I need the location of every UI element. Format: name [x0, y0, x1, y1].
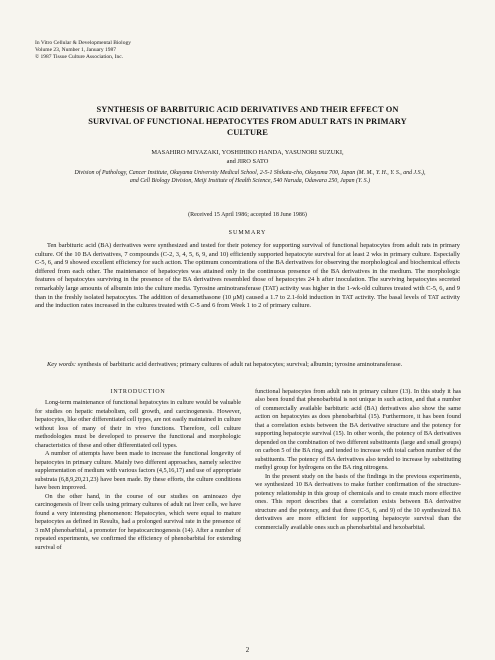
keywords-label: Key words:	[47, 361, 77, 368]
intro-paragraph-3: On the other hand, in the course of our studies on aminoazo dye carcinogenesis of liver cells using primary cultures of adult rat liver cells, we have found a very interesting phenomenon: Hepatocytes, which were equal to mature hepatocytes as defined in Results, had a prolonged survival rate in the presence of 3 mM phenobarbital, a promoter for hepatocarcinogenesis (14). After a number of repeated experiments, we confirmed the efficiency of phenobarbital for extending survival of	[35, 492, 241, 551]
authors-line-1: MASAHIRO MIYAZAKI, YOSHIHIKO HANDA, YASUNORI SUZUKI,	[151, 149, 344, 156]
journal-name: In Vitro Cellular & Developmental Biology	[35, 40, 131, 46]
keywords-text: synthesis of barbituric acid derivatives; primary cultures of adult rat hepatocytes; survival; albumin; tyrosine aminotransferase.	[76, 361, 403, 368]
journal-header	[35, 40, 235, 61]
keywords	[35, 361, 460, 370]
intro-paragraph-4: functional hepatocytes from adult rats in primary culture (13). In this study it has also been found that phenobarbital is not unique in such action, and that a number of commercially available barbituric acid (BA) derivatives also show the same action on hepatocytes as does phenobarbital (15). Furthermore, it has been found that a correlation exists between the BA derivative structure and the potency for supporting hepatocyte survival (15). In other words, the potency of BA derivatives depended on the combination of two different substituents (large and small groups) on carbon 5 of the BA ring, and tended to increase with total carbon number of the substituents. The potency of BA derivatives also tended to increase by substituting methyl group for hydrogens on the BA ring nitrogens.	[255, 388, 461, 472]
page-number: 2	[245, 646, 250, 654]
summary-heading: SUMMARY	[228, 230, 267, 236]
body-column-left	[35, 388, 241, 552]
journal-volume: Volume 23, Number 1, January 1987	[35, 47, 117, 53]
author-list	[80, 148, 415, 166]
introduction-heading: INTRODUCTION	[110, 389, 166, 395]
authors-line-2: and JIRO SATO	[226, 158, 269, 165]
intro-paragraph-5: In the present study on the basis of the findings in the previous experiments, we synthesized 10 BA derivatives to make further confirmation of the structure-potency relationship in this group of chemicals and to create much more effective ones. This report describes that a correlation exists between BA derivative structure and the potency, and that three (C-5, 6, and 9) of the 10 synthesized BA derivatives are more efficient for supporting hepatocyte survival than the commercially available ones such as phenobarbital and hexobarbital.	[255, 472, 461, 531]
article-title: SYNTHESIS OF BARBITURIC ACID DERIVATIVES AND THEIR EFFECT ON SURVIVAL OF FUNCTIONAL HEPATOCYTES FROM ADULT RATS IN PRIMARY CULTURE	[88, 105, 407, 137]
intro-paragraph-1: Long-term maintenance of functional hepatocytes in culture would be valuable for studies on hepatic metabolism, cell growth, and carcinogenesis. However, hepatocytes, like other differentiated cell types, are not easily maintained in culture without loss of many of their in vivo functions. Therefore, cell culture methodologies must be developed to preserve the functional and morphologic characteristics of these and other differentiated cell types.	[35, 399, 241, 449]
body-column-right	[255, 388, 461, 532]
abstract-text: Ten barbituric acid (BA) derivatives were synthesized and tested for their potency for supporting survival of functional hepatocytes from adult rats in primary culture. Of the 10 BA derivatives, 7 compounds (C-2, 3, 4, 5, 6, 9, and 10) efficiently supported hepatocyte survival for at least 2 wks in primary culture. Especially C-5, 6, and 9 showed excellent efficiency for such action. The optimum concentrations of the BA derivatives for observing the morphological and biochemical effects differed from each other. The maintenance of hepatocytes was attained only in the continuous presence of the BA derivatives in the medium. The morphologic features of hepatocytes surviving in the presence of the BA derivatives resembled those of hepatocytes 24 h after inoculation. The surviving hepatocytes secreted remarkably large amounts of albumin into the culture media. Tyrosine aminotransferase (TAT) activity was higher in the 1-wk-old cultures treated with C-5, 6, and 9 than in the freshly isolated hepatocytes. The addition of dexamethasone (10 μM) caused a 1.7 to 2.1-fold induction in TAT activity. The basal levels of TAT activity and the induction rates increased in the cultures treated with C-5 and 6 from Week 1 to 2 of primary culture.	[35, 242, 460, 310]
intro-paragraph-2: A number of attempts have been made to increase the functional longevity of hepatocytes in primary culture. Mainly two different approaches, namely selective supplementation of medium with various factors (4,5,16,17) and use of appropriate substrata (6,8,9,20,21,23) have been made. By these efforts, the culture conditions have been improved.	[35, 450, 241, 492]
affiliation: Division of Pathology, Cancer Institute, Okayama University Medical School, 2-5-1 Shikata-cho, Okayama 700, Japan (M. M., Y. H., Y. S., and J.S.), and Cell Biology Division, Meiji Institute of Health Science, 540 Naruda, Odawara 250, Japan (Y. S.)	[74, 170, 426, 184]
received-dates: (Received 15 April 1986; accepted 18 June 1986)	[188, 212, 307, 218]
journal-copyright: © 1987 Tissue Culture Association, Inc.	[35, 54, 124, 60]
